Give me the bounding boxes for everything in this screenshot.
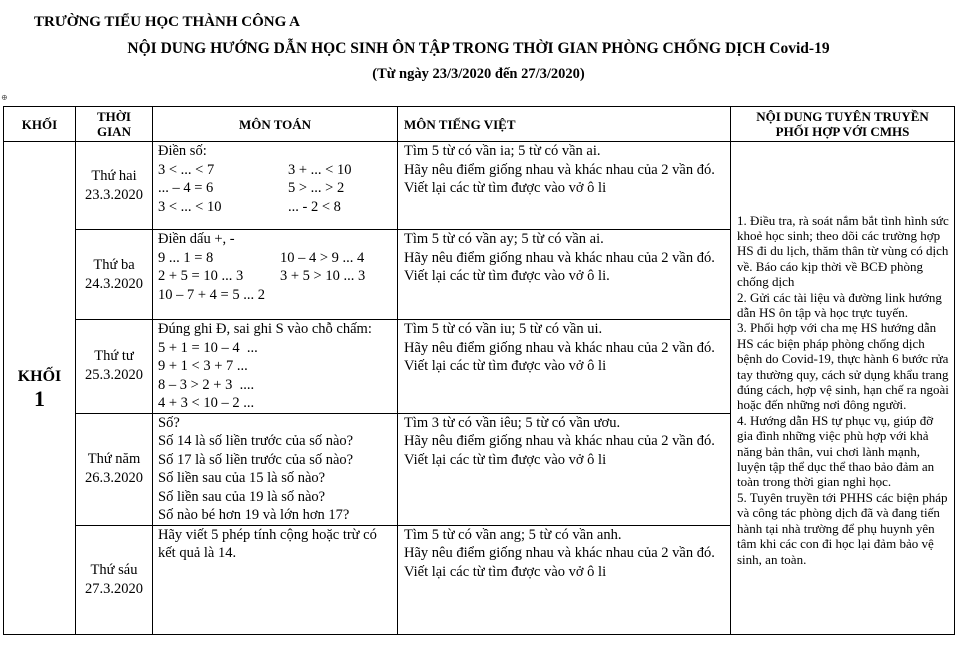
viet-line: Tìm 5 từ có vần ang; 5 từ có vần anh. <box>404 526 622 543</box>
math-item: 3 < ... < 7 <box>158 161 215 178</box>
viet-line: Viết lại các từ tìm được vào vở ô li <box>404 180 607 196</box>
math-line: Số liền sau của 19 là số nào? <box>158 488 326 505</box>
math-line: 4 + 3 < 10 – 2 ... <box>158 395 255 411</box>
note-item: 1. Điều tra, rà soát nắm bắt tình hình sức khoẻ học sinh; theo dõi các trường hợp HS đi du lịch, thăm thân từ vùng có dịch về. Báo cáo kịp thời về BCĐ phòng chống dịch <box>737 212 949 290</box>
viet-line: Tìm 5 từ có vần ia; 5 từ có vần ai. <box>404 143 601 159</box>
viet-line: Tìm 3 từ có vần iêu; 5 từ có vần ươu. <box>404 414 621 431</box>
table-header-row <box>4 107 955 142</box>
header-tuyen-truyen-line1: NỘI DUNG TUYÊN TRUYỀN <box>756 109 929 124</box>
math-item: 3 + 5 > 10 ... 3 <box>280 268 366 284</box>
math-line: Số liền sau của 15 là số nào? <box>158 470 326 486</box>
notes-cell <box>731 142 955 635</box>
math-title: Đúng ghi Đ, sai ghi S vào chỗ chấm: <box>158 321 372 337</box>
viet-line: Tìm 5 từ có vần iu; 5 từ có vần ui. <box>404 321 603 337</box>
day-date: 25.3.2020 <box>85 367 143 384</box>
viet-cell <box>398 525 731 634</box>
viet-line: Viết lại các từ tìm được vào vở ô li <box>404 451 607 468</box>
day-date: 27.3.2020 <box>85 580 143 597</box>
math-item: 2 + 5 = 10 ... 3 <box>158 268 244 284</box>
viet-line: Tìm 5 từ có vần ay; 5 từ có vần ai. <box>404 231 604 247</box>
time-cell <box>76 320 153 414</box>
math-cell <box>153 230 398 320</box>
math-title: Số? <box>158 414 180 431</box>
day-name: Thứ hai <box>91 167 137 184</box>
khoi-cell <box>4 142 76 635</box>
math-item: 3 < ... < 10 <box>158 198 222 215</box>
school-name: TRƯỜNG TIỂU HỌC THÀNH CÔNG A <box>34 14 301 30</box>
viet-line: Hãy nêu điểm giống nhau và khác nhau của 2 vần đó. <box>404 161 715 178</box>
header-tuyen-truyen-line2: PHỐI HỢP VỚI CMHS <box>775 124 910 139</box>
math-line: Số 17 là số liền trước của số nào? <box>158 451 354 468</box>
table-move-handle-icon[interactable]: ⊕ <box>1 93 8 102</box>
viet-cell <box>398 320 731 414</box>
viet-cell <box>398 230 731 320</box>
math-cell <box>153 525 398 634</box>
day-name: Thứ năm <box>87 451 141 467</box>
note-item: 4. Hướng dẫn HS tự phục vụ, giúp đỡ gia đình những việc phù hợp với khả năng bản thân, vui chơi lành mạnh, luyện tập thể dục thể thao bảo đảm an toàn trong thời gian nghỉ học. <box>737 412 935 490</box>
header-tieng-viet: MÔN TIẾNG VIỆT <box>398 107 731 142</box>
math-line: 8 – 3 > 2 + 3 .... <box>158 376 255 393</box>
math-line: Số 14 là số liền trước của số nào? <box>158 433 354 449</box>
math-cell <box>153 320 398 414</box>
viet-line: Hãy nêu điểm giống nhau và khác nhau của 2 vần đó. <box>404 433 715 449</box>
math-item: ... – 4 = 6 <box>158 180 214 196</box>
math-pair <box>158 267 394 286</box>
math-line: 5 + 1 = 10 – 4 ... <box>158 339 258 356</box>
math-item: 9 ... 1 = 8 <box>158 249 214 266</box>
math-line: 9 + 1 < 3 + 7 ... <box>158 358 248 374</box>
math-cell <box>153 413 398 525</box>
table-row <box>4 142 955 230</box>
math-item: 5 > ... > 2 <box>288 180 345 196</box>
khoi-label: KHỐI <box>17 367 62 385</box>
math-pair <box>158 161 394 180</box>
lesson-table <box>3 106 955 635</box>
viet-line: Hãy nêu điểm giống nhau và khác nhau của 2 vần đó. <box>404 249 715 266</box>
math-item: 3 + ... < 10 <box>288 161 352 178</box>
document-title: NỘI DUNG HƯỚNG DẪN HỌC SINH ÔN TẬP TRONG THỜI GIAN PHÒNG CHỐNG DỊCH Covid-19 <box>127 40 830 57</box>
header-thoi-gian-line2: GIAN <box>97 124 131 139</box>
day-name: Thứ ba <box>93 256 135 273</box>
math-cell <box>153 142 398 230</box>
math-pair <box>158 286 394 305</box>
header-toan: MÔN TOÁN <box>153 107 398 142</box>
header-thoi-gian <box>76 107 153 142</box>
viet-line: Viết lại các từ tìm được vào vở ô li. <box>404 268 610 284</box>
note-item: 2. Gửi các tài liệu và đường link hướng dẫn HS ôn tập và học trực tuyến. <box>737 289 942 321</box>
math-line: Số nào bé hơn 19 và lớn hơn 17? <box>158 507 350 523</box>
viet-line: Viết lại các từ tìm được vào vở ô li <box>404 358 607 374</box>
math-pair <box>158 179 394 198</box>
day-date: 24.3.2020 <box>85 275 143 292</box>
math-pair <box>158 198 394 217</box>
math-item: ... - 2 < 8 <box>288 198 341 215</box>
note-item: 5. Tuyên truyền tới PHHS các biện pháp và công tác phòng dịch đã và đang tiến hành tại nhà trường để phụ huynh yên tâm khi các con đi học lại đảm bảo vệ sinh, an toàn. <box>737 489 948 567</box>
math-title: Điền dấu +, - <box>158 231 235 247</box>
time-cell <box>76 230 153 320</box>
day-date: 26.3.2020 <box>85 470 143 486</box>
viet-line: Hãy nêu điểm giống nhau và khác nhau của 2 vần đó. <box>404 339 715 356</box>
viet-line: Viết lại các từ tìm được vào vở ô li <box>404 563 607 580</box>
day-date: 23.3.2020 <box>85 186 143 203</box>
viet-cell <box>398 413 731 525</box>
header-khoi: KHỐI <box>4 107 76 142</box>
header-thoi-gian-line1: THỜI <box>97 109 131 124</box>
time-cell <box>76 142 153 230</box>
math-title: Hãy viết 5 phép tính cộng hoặc trừ có kết quả là 14. <box>158 526 377 561</box>
time-cell <box>76 413 153 525</box>
viet-cell <box>398 142 731 230</box>
math-pair <box>158 249 394 268</box>
viet-line: Hãy nêu điểm giống nhau và khác nhau của 2 vần đó. <box>404 545 715 561</box>
math-item: 10 – 4 > 9 ... 4 <box>280 249 365 266</box>
math-item: 10 – 7 + 4 = 5 ... 2 <box>158 286 265 303</box>
day-name: Thứ sáu <box>90 561 138 578</box>
date-range: (Từ ngày 23/3/2020 đến 27/3/2020) <box>372 66 585 82</box>
time-cell <box>76 525 153 634</box>
note-item: 3. Phối hợp với cha mẹ HS hướng dẫn HS các biện pháp phòng chống dịch bệnh do Covid-19, thực hành 6 bước rửa tay thường quy, cách sử dụng khẩu trang đúng cách, hợp vệ sinh, hạn chế ra ngoài hoặc đến những nơi đông người. <box>737 320 949 413</box>
khoi-number: 1 <box>34 385 45 411</box>
day-name: Thứ tư <box>94 348 134 365</box>
header-tuyen-truyen <box>731 107 955 142</box>
math-title: Điền số: <box>158 143 207 159</box>
